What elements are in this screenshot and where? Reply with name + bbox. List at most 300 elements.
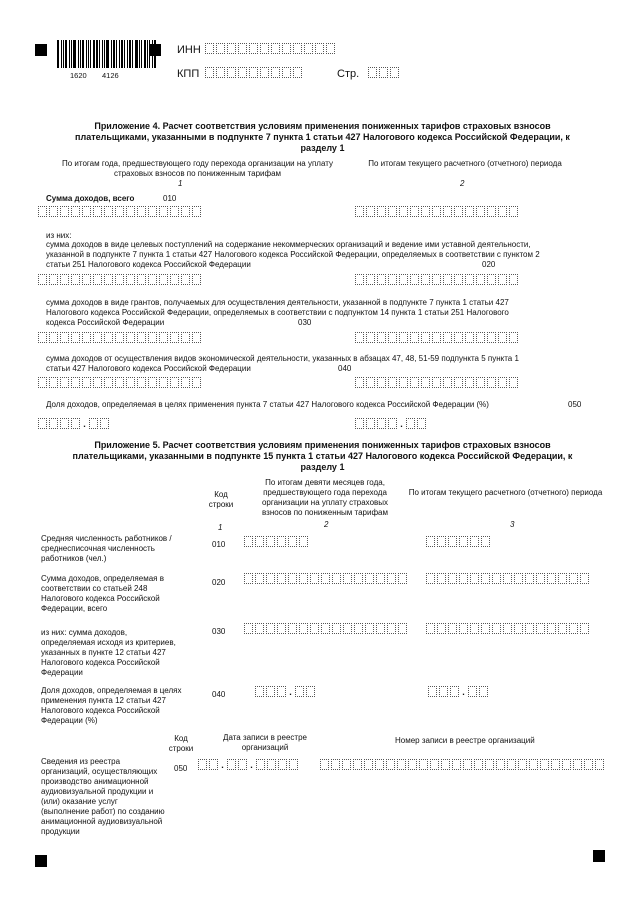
input-cell[interactable] [509, 377, 518, 388]
input-cell[interactable] [377, 274, 386, 285]
input-cell[interactable] [481, 573, 490, 584]
input-cell[interactable] [476, 377, 485, 388]
input-cell[interactable] [216, 43, 225, 54]
input-cell[interactable] [137, 274, 146, 285]
input-cell[interactable] [321, 623, 330, 634]
input-cell[interactable] [465, 377, 474, 388]
input-cell[interactable] [148, 206, 157, 217]
input-cell[interactable] [454, 206, 463, 217]
input-cell[interactable] [459, 623, 468, 634]
section5-row050-number[interactable] [320, 759, 606, 770]
input-cell[interactable] [399, 332, 408, 343]
input-cell[interactable] [38, 377, 47, 388]
input-cell[interactable] [428, 686, 437, 697]
input-cell[interactable] [82, 274, 91, 285]
section5-row020-col2[interactable] [244, 573, 409, 584]
input-cell[interactable] [104, 274, 113, 285]
input-cell[interactable] [465, 274, 474, 285]
input-cell[interactable] [377, 206, 386, 217]
input-cell[interactable] [255, 686, 264, 697]
input-cell[interactable] [376, 623, 385, 634]
input-cell[interactable] [104, 377, 113, 388]
input-cell[interactable] [148, 332, 157, 343]
input-cell[interactable] [377, 377, 386, 388]
input-cell[interactable] [410, 274, 419, 285]
input-cell[interactable] [60, 377, 69, 388]
input-cell[interactable] [426, 536, 435, 547]
input-cell[interactable] [432, 206, 441, 217]
input-cell[interactable] [60, 274, 69, 285]
input-cell[interactable] [289, 759, 298, 770]
input-cell[interactable] [148, 377, 157, 388]
input-cell[interactable] [244, 573, 253, 584]
input-cell[interactable] [266, 686, 275, 697]
input-cell[interactable] [595, 759, 604, 770]
input-cell[interactable] [255, 573, 264, 584]
input-cell[interactable] [421, 206, 430, 217]
input-cell[interactable] [137, 206, 146, 217]
inn-field[interactable] [205, 43, 337, 54]
barcode [57, 40, 157, 68]
input-cell[interactable] [454, 274, 463, 285]
input-cell[interactable] [126, 274, 135, 285]
input-cell[interactable] [387, 623, 396, 634]
input-cell[interactable] [288, 573, 297, 584]
input-cell[interactable] [192, 377, 201, 388]
input-cell[interactable] [388, 418, 397, 429]
input-cell[interactable] [181, 332, 190, 343]
input-cell[interactable] [282, 43, 291, 54]
input-cell[interactable] [89, 418, 98, 429]
input-cell[interactable] [498, 332, 507, 343]
input-cell[interactable] [137, 377, 146, 388]
input-cell[interactable] [227, 67, 236, 78]
input-cell[interactable] [492, 573, 501, 584]
input-cell[interactable] [249, 43, 258, 54]
input-cell[interactable] [93, 377, 102, 388]
section5-row010-col3[interactable] [426, 536, 492, 547]
input-cell[interactable] [421, 274, 430, 285]
input-cell[interactable] [547, 623, 556, 634]
input-cell[interactable] [417, 418, 426, 429]
input-cell[interactable] [398, 623, 407, 634]
section5-row040-col2[interactable] [255, 686, 317, 697]
input-cell[interactable] [365, 573, 374, 584]
input-cell[interactable] [399, 206, 408, 217]
input-cell[interactable] [430, 759, 439, 770]
input-cell[interactable] [71, 418, 80, 429]
input-cell[interactable] [49, 206, 58, 217]
input-cell[interactable] [209, 759, 218, 770]
input-cell[interactable] [299, 573, 308, 584]
input-cell[interactable] [71, 332, 80, 343]
input-cell[interactable] [518, 759, 527, 770]
barcode-bar [121, 40, 123, 68]
input-cell[interactable] [580, 623, 589, 634]
input-cell[interactable] [299, 623, 308, 634]
input-cell[interactable] [355, 274, 364, 285]
input-cell[interactable] [282, 67, 291, 78]
input-cell[interactable] [159, 377, 168, 388]
input-cell[interactable] [271, 43, 280, 54]
input-cell[interactable] [267, 759, 276, 770]
input-cell[interactable] [432, 332, 441, 343]
input-cell[interactable] [408, 759, 417, 770]
input-cell[interactable] [388, 206, 397, 217]
input-cell[interactable] [104, 332, 113, 343]
input-cell[interactable] [463, 759, 472, 770]
input-cell[interactable] [410, 332, 419, 343]
input-cell[interactable] [536, 623, 545, 634]
input-cell[interactable] [159, 332, 168, 343]
section4-row030-col2[interactable] [355, 332, 520, 343]
input-cell[interactable] [355, 377, 364, 388]
input-cell[interactable] [60, 418, 69, 429]
input-cell[interactable] [365, 623, 374, 634]
input-cell[interactable] [443, 274, 452, 285]
input-cell[interactable] [104, 206, 113, 217]
section5-row050-date[interactable] [198, 759, 300, 770]
input-cell[interactable] [419, 759, 428, 770]
input-cell[interactable] [192, 332, 201, 343]
input-cell[interactable] [398, 573, 407, 584]
input-cell[interactable] [476, 206, 485, 217]
input-cell[interactable] [260, 43, 269, 54]
input-cell[interactable] [569, 573, 578, 584]
input-cell[interactable] [454, 332, 463, 343]
input-cell[interactable] [387, 573, 396, 584]
input-cell[interactable] [507, 759, 516, 770]
input-cell[interactable] [366, 377, 375, 388]
input-cell[interactable] [432, 377, 441, 388]
input-cell[interactable] [376, 573, 385, 584]
input-cell[interactable] [170, 274, 179, 285]
input-cell[interactable] [255, 536, 264, 547]
input-cell[interactable] [205, 43, 214, 54]
input-cell[interactable] [205, 67, 214, 78]
input-cell[interactable] [509, 332, 518, 343]
input-cell[interactable] [71, 274, 80, 285]
input-cell[interactable] [437, 536, 446, 547]
input-cell[interactable] [426, 573, 435, 584]
input-cell[interactable] [343, 623, 352, 634]
input-cell[interactable] [487, 377, 496, 388]
input-cell[interactable] [470, 573, 479, 584]
input-cell[interactable] [260, 67, 269, 78]
input-cell[interactable] [448, 573, 457, 584]
input-cell[interactable] [388, 274, 397, 285]
input-cell[interactable] [459, 573, 468, 584]
input-cell[interactable] [288, 536, 297, 547]
input-cell[interactable] [487, 274, 496, 285]
input-cell[interactable] [558, 623, 567, 634]
input-cell[interactable] [100, 418, 109, 429]
input-cell[interactable] [82, 206, 91, 217]
input-cell[interactable] [93, 332, 102, 343]
input-cell[interactable] [498, 274, 507, 285]
input-cell[interactable] [38, 332, 47, 343]
input-cell[interactable] [558, 573, 567, 584]
input-cell[interactable] [170, 377, 179, 388]
input-cell[interactable] [437, 623, 446, 634]
input-cell[interactable] [426, 623, 435, 634]
input-cell[interactable] [277, 573, 286, 584]
section4-col1-header: По итогам года, предшествующего году перехода организации на уплату страховых взносов по пониженным тарифам [62, 159, 333, 178]
input-cell[interactable] [540, 759, 549, 770]
input-cell[interactable] [293, 43, 302, 54]
input-cell[interactable] [137, 332, 146, 343]
input-cell[interactable] [288, 623, 297, 634]
input-cell[interactable] [476, 332, 485, 343]
input-cell[interactable] [375, 759, 384, 770]
input-cell[interactable] [479, 686, 488, 697]
input-cell[interactable] [421, 332, 430, 343]
input-cell[interactable] [366, 206, 375, 217]
input-cell[interactable] [244, 623, 253, 634]
input-cell[interactable] [551, 759, 560, 770]
section4-row040-col1[interactable] [38, 377, 203, 388]
section4-row020-col2[interactable] [355, 274, 520, 285]
input-cell[interactable] [277, 686, 286, 697]
input-cell[interactable] [476, 274, 485, 285]
section4-row020-col1[interactable] [38, 274, 203, 285]
input-cell[interactable] [271, 67, 280, 78]
input-cell[interactable] [355, 206, 364, 217]
input-cell[interactable] [354, 573, 363, 584]
input-cell[interactable] [441, 759, 450, 770]
input-cell[interactable] [470, 623, 479, 634]
input-cell[interactable] [93, 274, 102, 285]
input-cell[interactable] [192, 274, 201, 285]
section4-row030-col1[interactable] [38, 332, 203, 343]
input-cell[interactable] [443, 332, 452, 343]
input-cell[interactable] [71, 206, 80, 217]
input-cell[interactable] [238, 43, 247, 54]
input-cell[interactable] [492, 623, 501, 634]
input-cell[interactable] [49, 418, 58, 429]
input-cell[interactable] [49, 274, 58, 285]
section4-row050-col2[interactable] [355, 418, 428, 429]
input-cell[interactable] [509, 206, 518, 217]
input-cell[interactable] [355, 418, 364, 429]
input-cell[interactable] [386, 759, 395, 770]
input-cell[interactable] [299, 536, 308, 547]
input-cell[interactable] [244, 536, 253, 547]
input-cell[interactable] [443, 377, 452, 388]
input-cell[interactable] [514, 573, 523, 584]
input-cell[interactable] [569, 623, 578, 634]
input-cell[interactable] [366, 274, 375, 285]
input-cell[interactable] [368, 67, 377, 78]
barcode-bar [86, 40, 87, 68]
input-cell[interactable] [448, 536, 457, 547]
input-cell[interactable] [525, 573, 534, 584]
input-cell[interactable] [468, 686, 477, 697]
input-cell[interactable] [536, 573, 545, 584]
input-cell[interactable] [126, 206, 135, 217]
input-cell[interactable] [377, 418, 386, 429]
section5-row030-col3[interactable] [426, 623, 591, 634]
input-cell[interactable] [82, 332, 91, 343]
input-cell[interactable] [159, 274, 168, 285]
input-cell[interactable] [216, 67, 225, 78]
input-cell[interactable] [304, 43, 313, 54]
input-cell[interactable] [474, 759, 483, 770]
input-cell[interactable] [397, 759, 406, 770]
section4-row010-col2[interactable] [355, 206, 520, 217]
input-cell[interactable] [82, 377, 91, 388]
input-cell[interactable] [181, 206, 190, 217]
input-cell[interactable] [454, 377, 463, 388]
input-cell[interactable] [529, 759, 538, 770]
input-cell[interactable] [238, 759, 247, 770]
input-cell[interactable] [452, 759, 461, 770]
input-cell[interactable] [443, 206, 452, 217]
input-cell[interactable] [355, 332, 364, 343]
input-cell[interactable] [159, 206, 168, 217]
input-cell[interactable] [470, 536, 479, 547]
input-cell[interactable] [49, 377, 58, 388]
input-cell[interactable] [342, 759, 351, 770]
input-cell[interactable] [93, 206, 102, 217]
input-cell[interactable] [277, 623, 286, 634]
input-cell[interactable] [410, 206, 419, 217]
input-cell[interactable] [377, 332, 386, 343]
input-cell[interactable] [326, 43, 335, 54]
input-cell[interactable] [306, 686, 315, 697]
input-cell[interactable] [115, 377, 124, 388]
input-cell[interactable] [60, 332, 69, 343]
input-cell[interactable] [293, 67, 302, 78]
input-cell[interactable] [115, 274, 124, 285]
input-cell[interactable] [432, 274, 441, 285]
input-cell[interactable] [49, 332, 58, 343]
input-cell[interactable] [266, 623, 275, 634]
input-cell[interactable] [498, 377, 507, 388]
kpp-field[interactable] [205, 67, 304, 78]
input-cell[interactable] [448, 623, 457, 634]
input-cell[interactable] [181, 274, 190, 285]
input-cell[interactable] [170, 332, 179, 343]
input-cell[interactable] [295, 686, 304, 697]
input-cell[interactable] [481, 536, 490, 547]
input-cell[interactable] [439, 686, 448, 697]
input-cell[interactable] [485, 759, 494, 770]
input-cell[interactable] [38, 418, 47, 429]
input-cell[interactable] [321, 573, 330, 584]
input-cell[interactable] [459, 536, 468, 547]
input-cell[interactable] [255, 623, 264, 634]
input-cell[interactable] [509, 274, 518, 285]
input-cell[interactable] [354, 623, 363, 634]
input-cell[interactable] [198, 759, 207, 770]
input-cell[interactable] [148, 274, 157, 285]
input-cell[interactable] [332, 623, 341, 634]
input-cell[interactable] [465, 332, 474, 343]
input-cell[interactable] [498, 206, 507, 217]
input-cell[interactable] [547, 573, 556, 584]
input-cell[interactable] [126, 332, 135, 343]
input-cell[interactable] [514, 623, 523, 634]
section4-row010-col1[interactable] [38, 206, 203, 217]
input-cell[interactable] [266, 536, 275, 547]
input-cell[interactable] [126, 377, 135, 388]
section5-row040-col3[interactable] [428, 686, 490, 697]
section5-row020-col3[interactable] [426, 573, 591, 584]
input-cell[interactable] [353, 759, 362, 770]
page-field[interactable] [368, 67, 401, 78]
input-cell[interactable] [450, 686, 459, 697]
input-cell[interactable] [525, 623, 534, 634]
input-cell[interactable] [421, 377, 430, 388]
input-cell[interactable] [366, 332, 375, 343]
input-cell[interactable] [38, 206, 47, 217]
input-cell[interactable] [487, 332, 496, 343]
input-cell[interactable] [227, 43, 236, 54]
input-cell[interactable] [562, 759, 571, 770]
input-cell[interactable] [399, 274, 408, 285]
input-cell[interactable] [170, 206, 179, 217]
input-cell[interactable] [277, 536, 286, 547]
input-cell[interactable] [343, 573, 352, 584]
input-cell[interactable] [487, 206, 496, 217]
input-cell[interactable] [238, 67, 247, 78]
input-cell[interactable] [256, 759, 265, 770]
input-cell[interactable] [332, 573, 341, 584]
section4-row020-code: 020 [482, 260, 496, 269]
input-cell[interactable] [410, 377, 419, 388]
input-cell[interactable] [310, 623, 319, 634]
input-cell[interactable] [315, 43, 324, 54]
input-cell[interactable] [580, 573, 589, 584]
input-cell[interactable] [573, 759, 582, 770]
input-cell[interactable] [390, 67, 399, 78]
input-cell[interactable] [266, 573, 275, 584]
input-cell[interactable] [38, 274, 47, 285]
input-cell[interactable] [278, 759, 287, 770]
section4-row050-col1[interactable] [38, 418, 111, 429]
input-cell[interactable] [115, 206, 124, 217]
input-cell[interactable] [71, 377, 80, 388]
input-cell[interactable] [115, 332, 124, 343]
section5-row010-col2[interactable] [244, 536, 310, 547]
input-cell[interactable] [399, 377, 408, 388]
input-cell[interactable] [331, 759, 340, 770]
input-cell[interactable] [503, 623, 512, 634]
input-cell[interactable] [249, 67, 258, 78]
input-cell[interactable] [584, 759, 593, 770]
input-cell[interactable] [310, 573, 319, 584]
input-cell[interactable] [465, 206, 474, 217]
input-cell[interactable] [181, 377, 190, 388]
input-cell[interactable] [437, 573, 446, 584]
input-cell[interactable] [388, 377, 397, 388]
input-cell[interactable] [481, 623, 490, 634]
input-cell[interactable] [227, 759, 236, 770]
input-cell[interactable] [192, 206, 201, 217]
input-cell[interactable] [388, 332, 397, 343]
input-cell[interactable] [364, 759, 373, 770]
input-cell[interactable] [496, 759, 505, 770]
section4-row040-col2[interactable] [355, 377, 520, 388]
input-cell[interactable] [60, 206, 69, 217]
input-cell[interactable] [503, 573, 512, 584]
section5-row030-col2[interactable] [244, 623, 409, 634]
input-cell[interactable] [379, 67, 388, 78]
input-cell[interactable] [366, 418, 375, 429]
input-cell[interactable] [406, 418, 415, 429]
input-cell[interactable] [320, 759, 329, 770]
